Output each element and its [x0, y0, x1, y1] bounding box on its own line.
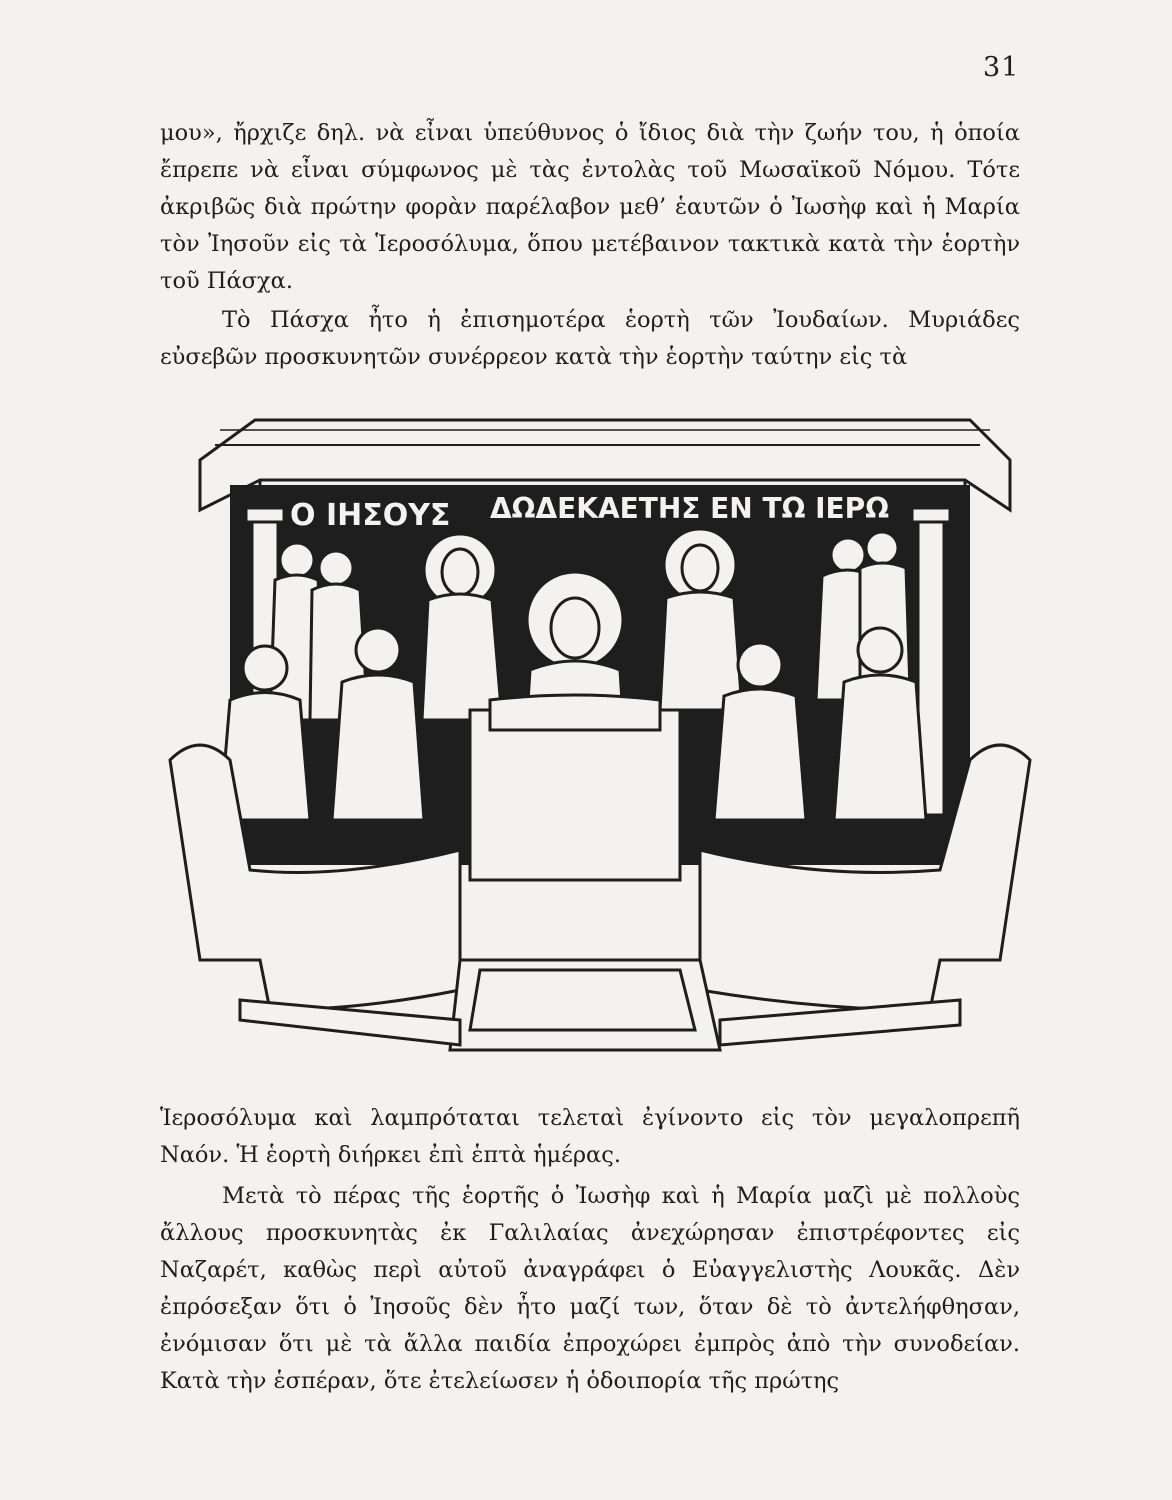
paragraph: Τὸ Πάσχα ἦτο ἡ ἐπισημοτέρα ἑορτὴ τῶν Ἰουδαίων. Μυριάδες εὐσεβῶν προσκυνητῶν συνέρρεον κατὰ τὴν ἑορτὴν ταύτην εἰς τὰ — [160, 307, 1020, 370]
woodcut-illustration — [160, 400, 1040, 1070]
inscription-left: Ο ΙΗΣΟΥΣ — [290, 498, 451, 533]
top-text-block — [160, 115, 1020, 376]
paragraph: Μετὰ τὸ πέρας τῆς ἑορτῆς ὁ Ἰωσὴφ καὶ ἡ Μαρία μαζὶ μὲ πολλοὺς ἄλλους προσκυνητὰς ἐκ Γαλιλαίας ἀνεχώρησαν ἐπιστρέφοντες εἰς Ναζαρέτ, καθὼς περὶ αὐτοῦ ἀναγράφει ὁ Εὐαγγελιστὴς Λουκᾶς. Δὲν ἐπρόσεξαν ὅτι ὁ Ἰησοῦς δὲν ἦτο μαζί των, ὅταν δὲ τὸ ἀντελήφθησαν, ἐνόμισαν ὅτι μὲ τὰ ἄλλα παιδία ἐπροχώρει ἐμπρὸς ἀπὸ τὴν συνοδείαν. Κατὰ τὴν ἑσπέραν, ὅτε ἐτελείωσεν ἡ ὁδοιπορία τῆς πρώτης — [160, 1183, 1020, 1394]
paragraph: μου», ἤρχιζε δηλ. νὰ εἶναι ὑπεύθυνος ὁ ἴδιος διὰ τὴν ζωήν του, ἡ ὁποία ἔπρεπε νὰ εἶναι σύμφωνος μὲ τὰς ἐντολὰς τοῦ Μωσαϊκοῦ Νόμου. Τότε ἀκριβῶς διὰ πρώτην φορὰν παρέλαβον μεθ’ ἑαυτῶν ὁ Ἰωσὴφ καὶ ἡ Μαρία τὸν Ἰησοῦν εἰς τὰ Ἱεροσόλυμα, ὅπου μετέβαινον τακτικὰ κατὰ τὴν ἑορτὴν τοῦ Πάσχα. — [160, 120, 1020, 294]
inscription-right: ΔΩΔΕΚΑΕΤΗΣ ΕΝ ΤΩ ΙΕΡΩ — [490, 492, 889, 525]
bottom-text-block — [160, 1100, 1020, 1400]
page-number: 31 — [983, 52, 1020, 83]
paragraph: Ἱεροσόλυμα καὶ λαμπρόταται τελεταὶ ἐγίνοντο εἰς τὸν μεγαλοπρεπῆ Ναόν. Ἡ ἑορτὴ διήρκει ἐπὶ ἑπτὰ ἡμέρας. — [160, 1105, 1020, 1168]
